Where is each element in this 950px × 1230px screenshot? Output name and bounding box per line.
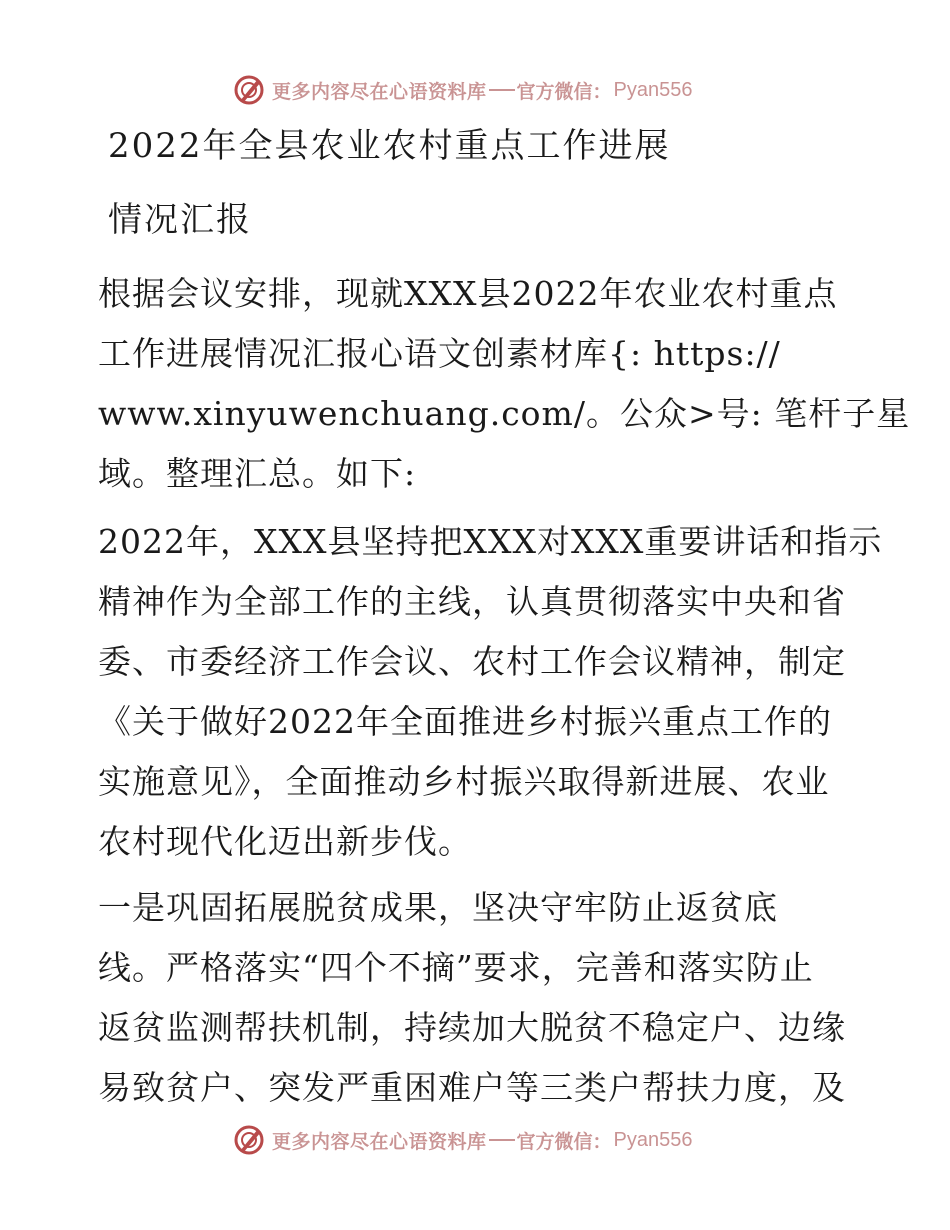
text-line: www.xinyuwenchuang.com/。公众>号: 笔杆子星 xyxy=(98,394,911,433)
logo-icon xyxy=(232,73,266,107)
text-line: 农村现代化迈出新步伐。 xyxy=(98,822,472,861)
text-line: 一是巩固拓展脱贫成果，坚决守牢防止返贫底 xyxy=(98,888,778,927)
watermark-wechat-label: 官方微信： xyxy=(516,80,612,103)
watermark-wechat-label: 官方微信： xyxy=(516,1130,612,1153)
text-line: 返贫监测帮扶机制，持续加大脱贫不稳定户、边缘 xyxy=(98,1008,846,1047)
watermark-wechat-id: Pyan556 xyxy=(613,1128,693,1151)
watermark-dash xyxy=(489,89,515,91)
watermark-wechat-id: Pyan556 xyxy=(613,78,693,101)
text-line: 根据会议安排，现就XXX县2022年农业农村重点 xyxy=(98,274,838,313)
logo-icon xyxy=(232,1123,266,1157)
text-line: 实施意见》，全面推动乡村振兴取得新进展、农业 xyxy=(98,762,830,801)
text-line: 精神作为全部工作的主线，认真贯彻落实中央和省 xyxy=(98,582,846,621)
text-line: 易致贫户、突发严重困难户等三类户帮扶力度，及 xyxy=(98,1068,846,1107)
paragraph-summary xyxy=(98,512,883,872)
text-line: 域。整理汇总。如下: xyxy=(98,454,417,493)
watermark-header xyxy=(232,72,693,108)
text-line: 工作进展情况汇报心语文创素材库{: https:// xyxy=(98,334,781,373)
watermark-dash xyxy=(489,1139,515,1141)
paragraph-intro xyxy=(98,264,911,504)
document-title-line1: 2022年全县农业农村重点工作进展 xyxy=(108,126,671,166)
paragraph-point-one xyxy=(98,878,858,1118)
document-title-line2: 情况汇报 xyxy=(108,200,252,240)
text-line: 线。严格落实“四个不摘”要求，完善和落实防止 xyxy=(98,948,814,987)
watermark-text: 更多内容尽在心语资料库 xyxy=(272,1130,487,1153)
text-line: 委、市委经济工作会议、农村工作会议精神，制定 xyxy=(98,642,846,681)
text-line: 2022年，XXX县坚持把XXX对XXX重要讲话和指示 xyxy=(98,522,883,561)
watermark-footer xyxy=(232,1122,693,1158)
text-line: 《关于做好2022年全面推进乡村振兴重点工作的 xyxy=(98,702,832,741)
watermark-text: 更多内容尽在心语资料库 xyxy=(272,80,487,103)
